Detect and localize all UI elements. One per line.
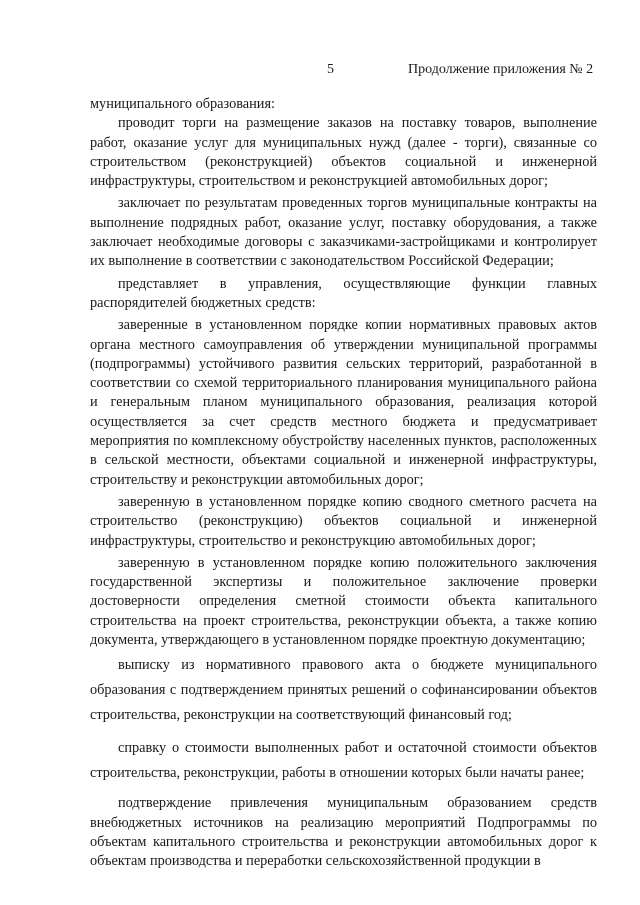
appendix-continuation-label: Продолжение приложения № 2 [408, 62, 594, 77]
paragraph: представляет в управления, осуществляющие функции главных распорядителей бюджетных средств: [90, 275, 597, 311]
page-header [0, 62, 640, 82]
paragraph: заверенную в установленном порядке копию сводного сметного расчета на строительство (реконструкцию) объектов социальной и инженерной инфраструктуры, строительство и реконструкцию автомобильных дорог; [90, 493, 597, 549]
paragraph: выписку из нормативного правового акта о бюджете муниципального образования с подтверждением принятых решений о софинансировании объектов строительства, реконструкции на соответствующий финансовый год; [90, 657, 597, 724]
paragraph: муниципального образования: [90, 96, 275, 112]
page-number: 5 [327, 62, 334, 77]
paragraph: проводит торги на размещение заказов на поставку товаров, выполнение работ, оказание услуг для муниципальных нужд (далее - торги), связанные со строительством (реконструкцией) объектов социальной и инженерной инфраструктуры, строительством и реконструкцией автомобильных дорог; [90, 115, 597, 190]
paragraph: подтверждение привлечения муниципальным образованием средств внебюджетных источников на реализацию мероприятий Подпрограммы по объектам капитального строительства и реконструкции автомобильных дорог к объектам производства и переработки сельскохозяйственной продукции в [90, 795, 597, 870]
paragraph: справку о стоимости выполненных работ и остаточной стоимости объектов строительства, реконструкции, работы в отношении которых были начаты ранее; [90, 740, 597, 782]
paragraph: заверенную в установленном порядке копию положительного заключения государственной экспертизы и положительное заключение проверки достоверности определения сметной стоимости объекта капитального строительства на проект строительства, реконструкции объекта, а также копию документа, утверждающего в установленном порядке проектную документацию; [90, 554, 597, 649]
paragraph: заверенные в установленном порядке копии нормативных правовых актов органа местного самоуправления об утверждении муниципальной программы (подпрограммы) устойчивого развития сельских территорий, разработанной в соответствии со схемой территориального планирования муниципального района и генеральным планом муниципального образования, реализация которой осуществляется за счет средств местного бюджета и предусматривает мероприятия по комплексному обустройству населенных пунктов, расположенных в сельской местности, объектами социальной и инженерной инфраструктуры, строительству и реконструкции автомобильных дорог; [90, 317, 597, 488]
paragraph: заключает по результатам проведенных торгов муниципальные контракты на выполнение подрядных работ, оказание услуг, поставку оборудования, а также заключает необходимые договоры с заказчиками-застройщиками и контролирует их выполнение в соответствии с законодательством Российской Федерации; [90, 195, 597, 270]
document-body [90, 95, 597, 872]
